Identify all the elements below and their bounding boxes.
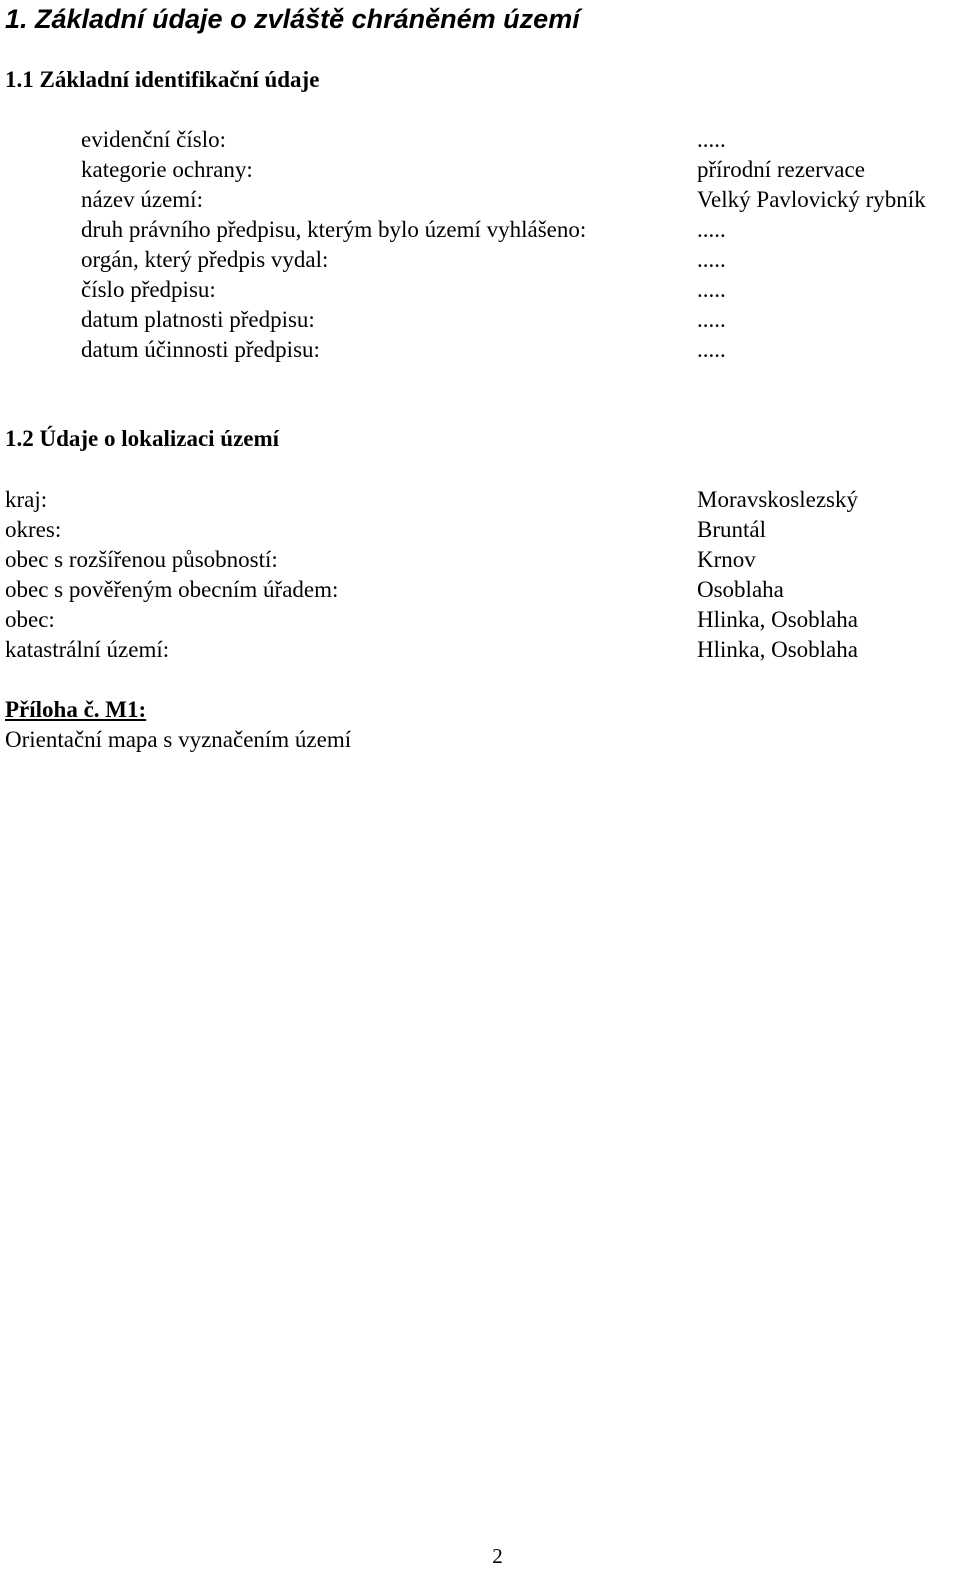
field-label: datum platnosti předpisu: bbox=[81, 307, 315, 332]
list-item bbox=[81, 125, 960, 155]
field-value: Bruntál bbox=[697, 517, 766, 542]
list-item bbox=[81, 155, 960, 185]
annex-title: Příloha č. M1: bbox=[5, 697, 147, 722]
list-item bbox=[81, 335, 960, 365]
field-value: Osoblaha bbox=[697, 577, 784, 602]
section-heading-identification: 1.1 Základní identifikační údaje bbox=[5, 67, 320, 92]
field-label: kraj: bbox=[5, 487, 48, 512]
field-label: obec s pověřeným obecním úřadem: bbox=[5, 577, 339, 602]
field-value: ..... bbox=[697, 217, 726, 242]
field-value: Hlinka, Osoblaha bbox=[697, 637, 858, 662]
field-label: evidenční číslo: bbox=[81, 127, 226, 152]
list-item bbox=[81, 215, 960, 245]
page-number: 2 bbox=[492, 1544, 503, 1568]
field-label: datum účinnosti předpisu: bbox=[81, 337, 320, 362]
field-label: okres: bbox=[5, 517, 62, 542]
list-item bbox=[5, 635, 960, 665]
field-value: ..... bbox=[697, 127, 726, 152]
list-item bbox=[81, 245, 960, 275]
field-label: orgán, který předpis vydal: bbox=[81, 247, 329, 272]
field-label: číslo předpisu: bbox=[81, 277, 216, 302]
list-item bbox=[81, 185, 960, 215]
field-label: název území: bbox=[81, 187, 203, 212]
field-value: Velký Pavlovický rybník bbox=[697, 187, 926, 212]
list-item bbox=[5, 485, 960, 515]
field-label: druh právního předpisu, kterým bylo území vyhlášeno: bbox=[81, 217, 587, 242]
list-item bbox=[81, 305, 960, 335]
field-value: Moravskoslezský bbox=[697, 487, 858, 512]
field-value: ..... bbox=[697, 337, 726, 362]
field-value: Hlinka, Osoblaha bbox=[697, 607, 858, 632]
field-value: Krnov bbox=[697, 547, 756, 572]
list-item bbox=[5, 545, 960, 575]
list-item bbox=[5, 575, 960, 605]
field-value: ..... bbox=[697, 307, 726, 332]
list-item bbox=[5, 605, 960, 635]
field-value: ..... bbox=[697, 277, 726, 302]
annex-description: Orientační mapa s vyznačením území bbox=[5, 727, 352, 752]
field-label: katastrální území: bbox=[5, 637, 170, 662]
field-value: přírodní rezervace bbox=[697, 157, 865, 182]
annex-reference bbox=[5, 695, 351, 755]
localization-list bbox=[5, 485, 960, 665]
field-value: ..... bbox=[697, 247, 726, 272]
field-label: obec s rozšířenou působností: bbox=[5, 547, 278, 572]
list-item bbox=[81, 275, 960, 305]
list-item bbox=[5, 515, 960, 545]
field-label: kategorie ochrany: bbox=[81, 157, 253, 182]
section-heading-localization: 1.2 Údaje o lokalizaci území bbox=[5, 426, 280, 451]
document-title: 1. Základní údaje o zvláště chráněném území bbox=[5, 4, 580, 34]
field-label: obec: bbox=[5, 607, 55, 632]
identification-list bbox=[81, 125, 960, 365]
